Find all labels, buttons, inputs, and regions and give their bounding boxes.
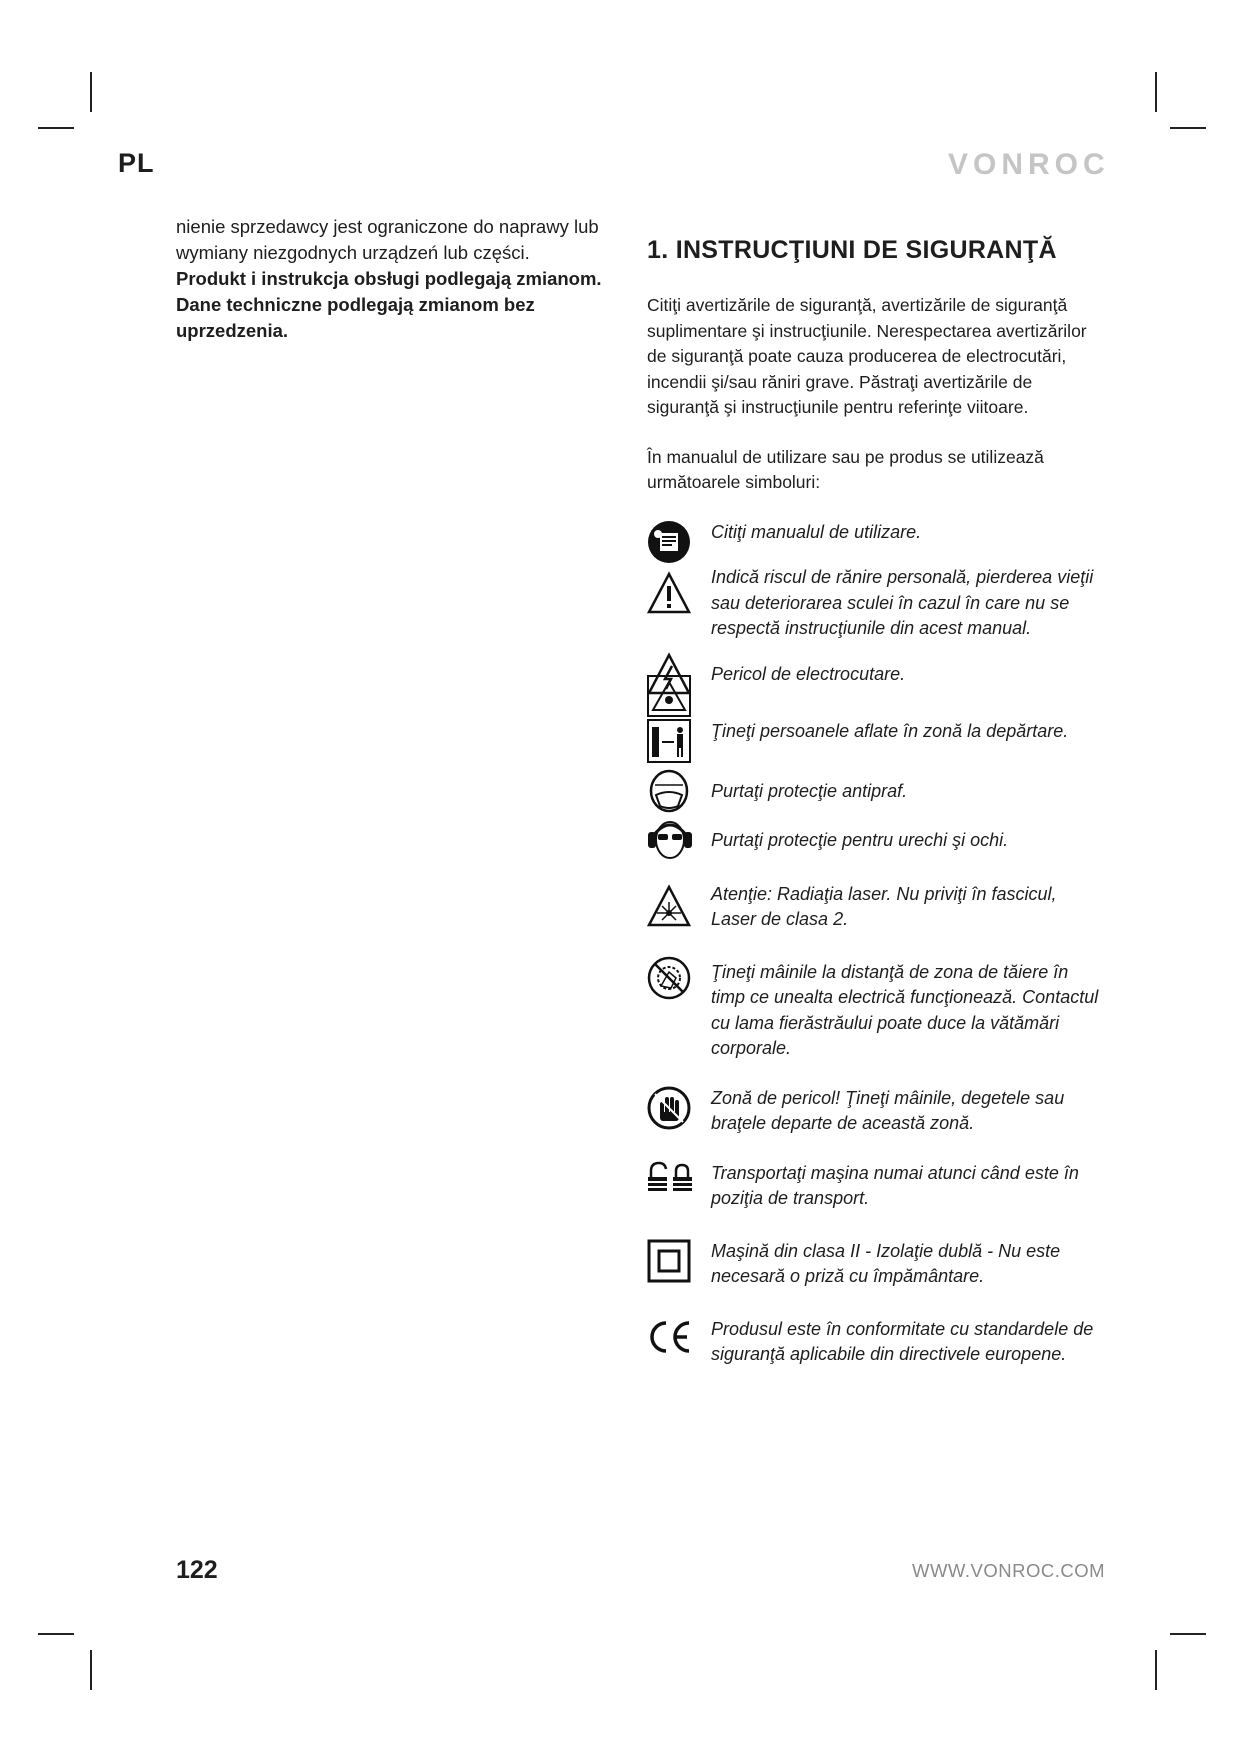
crop-mark	[90, 1650, 92, 1690]
left-column-text: nienie sprzedawcy jest ograniczone do naprawy lub wymiany niezgodnych urządzeń lub części.	[176, 216, 599, 263]
symbol-item	[647, 960, 1102, 1062]
symbol-item	[647, 1317, 1102, 1368]
symbol-text: Maşină din clasa II - Izolaţie dublă - Nu este necesară o priză cu împământare.	[711, 1240, 1061, 1286]
left-column	[176, 214, 636, 344]
transport-lock-icon	[647, 1161, 693, 1197]
crop-mark	[38, 127, 74, 129]
symbol-item	[647, 520, 1102, 546]
symbol-list	[647, 520, 1102, 1368]
laser-warning-icon	[647, 884, 693, 928]
symbol-text: Purtaţi protecţie pentru urechi şi ochi.	[711, 830, 1009, 850]
language-code: PL	[118, 148, 155, 178]
symbol-text: Produsul este în conformitate cu standardele de siguranţă aplicabile din directivele europene.	[711, 1318, 1094, 1364]
symbol-text: Purtaţi protecţie antipraf.	[711, 780, 908, 801]
page-number: 122	[176, 1556, 218, 1584]
symbol-item	[647, 1086, 1102, 1137]
symbol-text: Ţineţi mâinile la distanţă de zona de tăiere în timp ce unealta electrică funcţionează. Contactul cu lama fierăstrăului poate duce la vătămări corporale.	[711, 961, 1099, 1058]
danger-zone-hands-icon	[647, 1086, 693, 1130]
hands-away-blade-icon	[647, 956, 693, 1000]
symbol-item	[647, 779, 1102, 805]
symbol-item	[647, 828, 1102, 854]
symbol-text: Pericol de electrocutare.	[711, 663, 906, 684]
website-url: WWW.VONROC.COM	[912, 1560, 1106, 1581]
symbol-item	[647, 662, 1102, 688]
ear-eye-protection-icon	[647, 816, 693, 862]
read-manual-icon	[647, 520, 693, 564]
crop-mark	[1170, 127, 1206, 129]
symbol-item	[647, 1161, 1102, 1212]
symbol-item	[647, 1239, 1102, 1290]
crop-mark	[1155, 72, 1157, 112]
symbol-text: Atenţie: Radiaţia laser. Nu priviţi în fascicul, Laser de clasa 2.	[711, 883, 1057, 929]
crop-mark	[1170, 1633, 1206, 1635]
crop-mark	[1155, 1650, 1157, 1690]
dust-mask-icon	[647, 769, 693, 813]
symbol-item	[647, 565, 1102, 642]
intro-paragraph: Citiţi avertizările de siguranţă, avertizările de siguranţă suplimentare şi instrucţiunile. Nerespectarea avertizărilor de siguranţă poate cauza producerea de electrocutări, incendii şi/sau răniri grave. Păstraţi avertizările de siguranţă şi instrucţiunile pentru referinţe viitoare.	[647, 295, 1087, 417]
symbol-text: Citiţi manualul de utilizare.	[711, 521, 922, 542]
right-column	[647, 236, 1102, 1368]
intro-symbols-paragraph: În manualul de utilizare sau pe produs se utilizează următoarele simboluri:	[647, 446, 1044, 492]
section-title: 1. INSTRUCŢIUNI DE SIGURANŢĂ	[647, 236, 1057, 264]
symbol-item	[647, 882, 1102, 933]
symbol-text: Transportaţi maşina numai atunci când este în poziţia de transport.	[711, 1162, 1079, 1208]
class-ii-icon	[647, 1239, 693, 1283]
crop-mark	[38, 1633, 74, 1635]
symbol-text: Zonă de pericol! Ţineţi mâinile, degetele sau braţele departe de această zonă.	[711, 1087, 1065, 1133]
brand-logo: VONROC	[948, 148, 1110, 181]
left-column-bold-text: Produkt i instrukcja obsługi podlegają zmianom. Dane techniczne podlegają zmianom bez uprzedzenia.	[176, 268, 602, 341]
ce-mark-icon	[647, 1319, 693, 1355]
symbol-text: Indică riscul de rănire personală, pierderea vieţii sau deteriorarea sculei în cazul în care nu se respectă instrucţiunile din acest manual.	[711, 567, 1094, 638]
symbol-item	[647, 719, 1102, 745]
symbol-text: Ţineţi persoanele aflate în zonă la depărtare.	[711, 721, 1069, 741]
keep-bystanders-away-icon	[647, 675, 693, 763]
warning-icon	[647, 571, 693, 615]
crop-mark	[90, 72, 92, 112]
